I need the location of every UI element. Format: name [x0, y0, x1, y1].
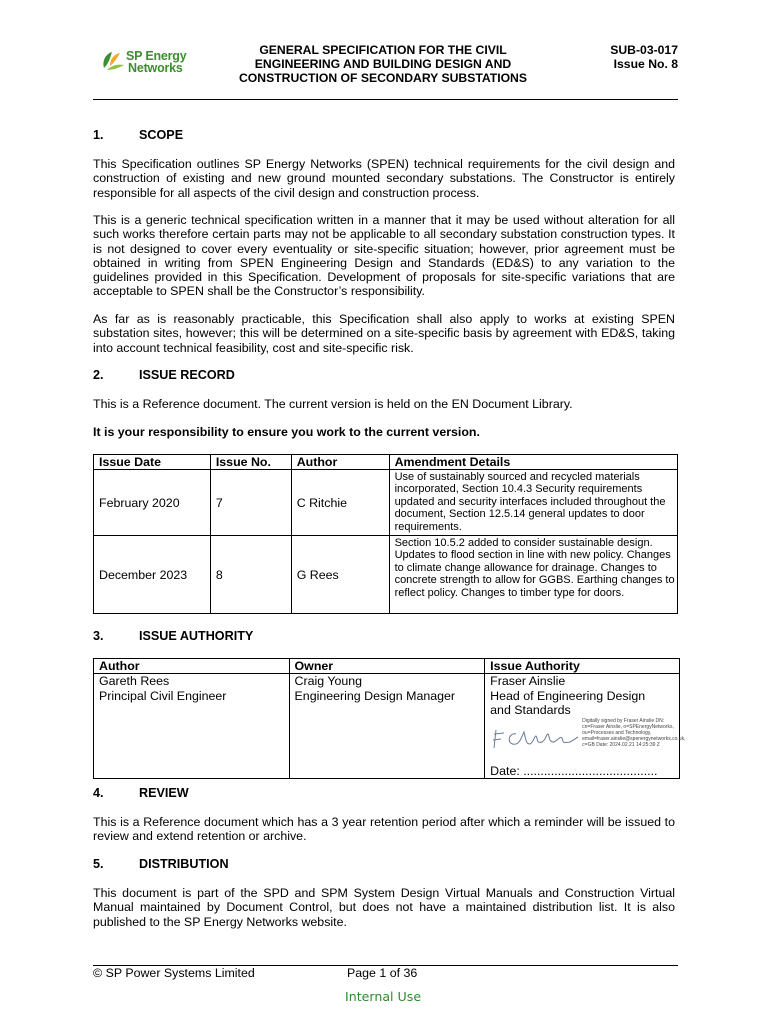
authority-role: Head of Engineering Design: [490, 688, 646, 703]
section-title: SCOPE: [139, 128, 184, 142]
authority-name: Fraser Ainslie: [490, 674, 566, 688]
amendment-details-cell: Use of sustainably sourced and recycled materials incorporated, Section 10.4.3 Security requirements updated and security interfaces included throughout the document, Section 12.5.14 general updates to door requirements.: [389, 470, 677, 536]
issue-no-cell: 8: [210, 536, 291, 614]
section-number: 2.: [93, 368, 104, 382]
current-version-notice: It is your responsibility to ensure you work to the current version.: [93, 425, 480, 439]
table-row: [94, 536, 678, 614]
classification-label: Internal Use: [345, 989, 422, 1004]
title-line: ENGINEERING AND BUILDING DESIGN AND: [254, 57, 512, 72]
footer-copyright: © SP Power Systems Limited: [93, 966, 255, 980]
section-title: REVIEW: [139, 786, 189, 800]
title-line: CONSTRUCTION OF SECONDARY SUBSTATIONS: [239, 71, 527, 86]
logo-leaf-icon: [100, 48, 126, 72]
column-header: Issue Date: [94, 455, 211, 470]
table-header-row: [94, 455, 678, 470]
author-cell: C Ritchie: [291, 470, 389, 536]
section-heading-issue-record: [93, 368, 235, 382]
table-header-row: [94, 659, 680, 674]
logo-line-2: Networks: [128, 61, 183, 75]
table-row: [94, 470, 678, 536]
scope-paragraph-1: This Specification outlines SP Energy Networks (SPEN) technical requirements for the civil design and construction of existing and new ground mounted secondary substations. The Constructor is entirely responsible for all aspects of the civil design and construction process.: [93, 157, 675, 200]
authority-date: Date: .......................................: [490, 763, 658, 778]
owner-cell: [289, 674, 485, 779]
digital-signature: [490, 717, 686, 764]
doc-ref-number: SUB-03-017: [610, 43, 678, 57]
review-paragraph: This is a Reference document which has a 3 year retention period after which a reminder will be issued to review and extend retention or archive.: [93, 815, 675, 844]
owner-role: Engineering Design Manager: [294, 688, 456, 703]
issue-record-paragraph: This is a Reference document. The current version is held on the EN Document Library.: [93, 397, 573, 411]
author-cell: [94, 674, 290, 779]
column-header: Issue No.: [210, 455, 291, 470]
document-title: [218, 43, 548, 86]
column-header: Amendment Details: [389, 455, 677, 470]
document-reference: [560, 43, 678, 71]
owner-name: Craig Young: [294, 674, 363, 688]
signature-info: Digitally signed by Fraser Ainslie DN: cn=Fraser Ainslie, o=SPEnergyNetworks, ou=Processes and Technology, email=fraser.ainslie@spenergynetworks.co.uk, c=GB Date: 2024.02.21 14:25:39 Z: [582, 717, 686, 748]
company-logo: [100, 46, 200, 82]
section-title: ISSUE AUTHORITY: [139, 629, 254, 643]
section-heading-scope: [93, 128, 183, 142]
scope-paragraph-3: As far as is reasonably practicable, this Specification shall also apply to works at existing SPEN substation sites, however; this will be determined on a site-specific basis by agreement with ED&S, taking into account technical feasibility, cost and site-specific risk.: [93, 312, 675, 355]
section-heading-issue-authority: [93, 629, 253, 643]
column-header: Owner: [289, 659, 485, 674]
issue-record-table: [93, 454, 678, 614]
section-number: 1.: [93, 128, 104, 142]
amendment-details-cell: Section 10.5.2 added to consider sustainable design. Updates to flood section in line with new policy. Changes to climate change allowance for drainage. Changes to concrete strength to allow for GGBS. Earthing changes to reflect policy. Changes to timber type for doors.: [389, 536, 677, 614]
title-line: GENERAL SPECIFICATION FOR THE CIVIL: [259, 43, 507, 57]
author-name: Gareth Rees: [99, 674, 170, 688]
issue-no-cell: 7: [210, 470, 291, 536]
issue-date-cell: December 2023: [94, 536, 211, 614]
logo-line-1: SP Energy: [126, 49, 187, 63]
section-number: 4.: [93, 786, 104, 800]
section-number: 3.: [93, 629, 104, 643]
issue-authority-table: [93, 658, 686, 779]
column-header: Issue Authority: [485, 659, 680, 674]
handwritten-signature: [490, 722, 580, 752]
section-title: DISTRIBUTION: [139, 857, 229, 871]
section-heading-distribution: [93, 857, 229, 871]
table-row: [94, 674, 680, 779]
column-header: Author: [94, 659, 290, 674]
section-heading-review: [93, 786, 189, 800]
column-header: Author: [291, 455, 389, 470]
issue-authority-cell: [485, 674, 686, 779]
footer-page-number: Page 1 of 36: [347, 966, 418, 980]
distribution-paragraph: This document is part of the SPD and SPM System Design Virtual Manuals and Construction Virtual Manual maintained by Document Control, but does not have a maintained distribution list. It is also published to the SP Energy Networks website.: [93, 886, 675, 929]
scope-paragraph-2: This is a generic technical specification written in a manner that it may be used without alteration for all such works therefore certain parts may not be applicable to all secondary substation construction types. It is not designed to cover every eventuality or site-specific situation; however, prior agreement must be obtained in writing from SPEN Engineering Design and Standards (ED&S) to any variation to the guidelines provided in this Specification. Development of proposals for site-specific variations that are acceptable to SPEN shall be the Constructor’s responsibility.: [93, 213, 675, 299]
author-cell: G Rees: [291, 536, 389, 614]
issue-number: Issue No. 8: [613, 57, 678, 72]
authority-role: and Standards: [490, 703, 571, 717]
author-role: Principal Civil Engineer: [99, 688, 227, 703]
section-number: 5.: [93, 857, 104, 871]
section-title: ISSUE RECORD: [139, 368, 235, 382]
header-divider: [93, 99, 678, 100]
issue-date-cell: February 2020: [94, 470, 211, 536]
